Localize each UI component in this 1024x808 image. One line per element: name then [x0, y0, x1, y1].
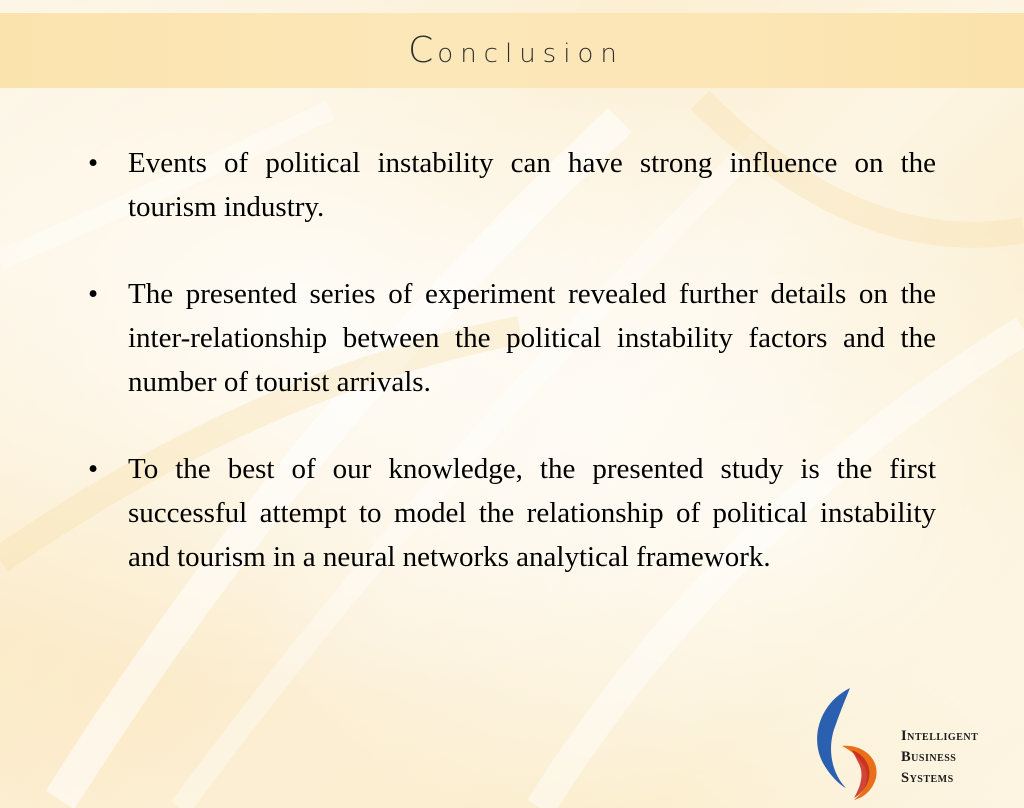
bullet-text: Events of political instability can have strong influence on the tourism industry. [128, 147, 936, 223]
company-logo [806, 684, 1016, 802]
bullet-marker: • [88, 453, 99, 485]
title-band [0, 13, 1024, 88]
logo-line-systems: Systems [901, 770, 954, 786]
logo-wordmark [901, 726, 978, 789]
slide-title: Conclusion [408, 30, 624, 71]
bullet-item [84, 272, 936, 404]
logo-swirl-icon [806, 684, 896, 802]
bullet-marker: • [88, 278, 99, 310]
logo-line-intelligent: Intelligent [901, 728, 979, 744]
bullet-text: To the best of our knowledge, the presented study is the first successful attempt to model the relationship of political instability and tourism in a neural networks analytical framework. [128, 453, 936, 573]
bullet-list [84, 141, 936, 622]
logo-line-business: Business [901, 749, 957, 765]
bullet-item [84, 447, 936, 579]
bullet-marker: • [88, 147, 99, 179]
bullet-text: The presented series of experiment revealed further details on the inter-relationship between the political instability factors and the number of tourist arrivals. [128, 278, 936, 398]
bullet-item [84, 141, 936, 229]
